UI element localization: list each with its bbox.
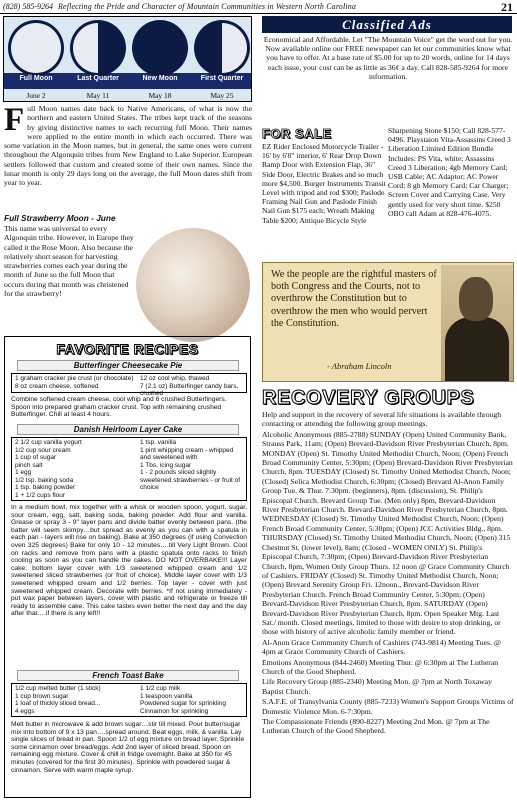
article-subhead: Full Strawberry Moon - June [4, 213, 116, 223]
ingredient: 1 pint whipping cream - whipped and sweetened with [140, 446, 234, 461]
classified-title: Classified Ads [342, 17, 432, 32]
ingredient: 1 cup of sugar [15, 454, 57, 461]
ingredient: 1 teaspoon vanilla [140, 692, 193, 700]
ingredients-list [11, 373, 247, 397]
recovery-entry: Alcoholic Anonymous (885-2788) SUNDAY (Open) United Community Bank, Strauss Park, 11am; (Open) Brevard-Davidson River Presbyterian Church, 8pm. MONDAY (Open) St. Timothy United Methodist Church, Noon; (Open) French Broad Community Center, 5:30pm; (Open) Brevard-Davidson River Presbyterian Church, 8pm. TUESDAY (Closed) St. Timothy United Methodist Church, Noon; (Closed) Selica Methodist Church, 6:30pm; (Closed) Brevard Al-Anon Family Group Tue. & Thur. 7:30pm. (beginners), 8pm. (discussion), St. Philip's Episcopal Church. Brevard Group Tue. (Men only) 8pm, Brevard-Davidson River Presbyterian Church. Brevard-Davidson River Presbyterian Church, 8pm. WEDNESDAY (Closed) St. Timothy United Methodist Church, Noon; (Open) French Broad Community Center, 5:30pm; (Open) JCC Activities Bldg., 8pm. THURSDAY (Closed) St. Timothy United Methodist Church, Noon; (Open) 315 Chestnut St. (lower level), 8am; (Closed - WOMEN ONLY) St. Philip's Episcopal Church, 7:30pm; (Open) Brevard-Davidson River Presbyterian Church, 8pm, Women Only Group Thurs. 12 noon @ Grace Community Church of Cashiers. FRIDAY (Closed) St. Timothy United Methodist Church, Noon; (Open) Brevard Serenity Group Fri. 12noon., Brevard-Davidson River Presbyterian Church. French Broad Community Center, 5:30pm; (Open) Brevard-Davidson River Presbyterian Church, 8pm. SATURDAY (Open) Brevard-Davidson River Presbyterian Church, 8pm. Open Speaker Mtg. Last Sat./ month. Closed meetings, limited to those with desire to stop drinking, or those with history of active alcoholic family member or friend. [262, 429, 513, 637]
drop-cap: F [4, 102, 25, 138]
ingredient: 1 + 1/2 cups flour [15, 491, 66, 499]
recovery-entry: Life Recovery Group (885-2340) Meeting Mon. @ 7pm at North Toxaway Baptist Church. [262, 677, 492, 696]
quote-text: We the people are the rightful masters of both Congress and the Courts, not to overthrow the Constitution but to overthrow the men who would pervert the Constitution. [271, 269, 437, 329]
lincoln-quote-box [262, 262, 514, 382]
ingredients-list [11, 437, 247, 501]
recipe-name: French Toast Bake [17, 670, 239, 681]
article-intro: ull Moon names date back to Native Americans, of what is now the northern and eastern United States. The tribes kept track of the seasons by giving distinctive names to each recurring full Moon. Their names were applied to the entire month in which each occurred. There was some variation in the Moon names, but in general, the same ones were current throughout the Algonquin tribes from New England to Lake Superior. European settlers followed that custom and created some of their own names. Since the lunar month is only 29 days long on the average, the full Moon dates shift from year to year. [4, 104, 252, 188]
recovery-header [262, 387, 514, 409]
header-title: Reflecting the Pride and Character of Mountain Communities in Western North Carolina [58, 2, 356, 11]
moon-name: Full Moon [19, 75, 53, 82]
recipe-directions: In a medium bowl, mix together with a whisk or wooden spoon, yogurt, sugar, sour cream, egg, salt, baking soda, baking powder. Add flour and vanilla. Grease or spray 3 - 9" layer pans and divide batter evenly between pans. (the batter will seem skimpy…but spread as evenly as you can with a spatula in each pan - layers will rise on baking). Bake at 350 degrees (if using Convection oven 325 degrees) Bake for only 10 - 12 minutes….till Very Light Brown. Cool on racks and remove from pans with a plastic spatula onto racks to finish cooling as soon as you can handle the cakes. DO NOT OVERBAKE!!! Layer cake: bottom layer cover with 1/3 sweetened whipped cream and 1/2 sweetened sliced strawberries (or fruit of choice). Middle layer cover with 1/3 sweetened whipped cream and 1/2 berries. Top layer - cover with just sweetened whipped cream. Decorate with berries. *If not using immediately - put wax paper between layers, cover with plastic and refrigerate or freeze till ready to assemble cake. This cake tastes even better the next day and the day after that….if there is any left!! [11, 504, 247, 618]
recovery-entry: The Compassionate Friends (890-8227) Meeting 2nd Mon. @ 7pm at The Lutheran Church of the Good Shepherd. [262, 717, 490, 736]
recovery-entry: S.A.F.E. of Transylvania County (885-7233) Women's Support Groups Victims of Domestic Violence Mon. 6-7:30pm. [262, 697, 514, 716]
for-sale-title: FOR SALE [262, 126, 332, 141]
ingredients-list [11, 683, 247, 717]
moon-date: May 25 [210, 91, 234, 100]
moon-name: Last Quarter [77, 75, 119, 82]
ingredient: 1 Tbs. icing sugar [140, 461, 192, 469]
ingredient: 1 cup brown sugar [15, 692, 69, 700]
portrait-head [459, 277, 493, 321]
recovery-title: RECOVERY GROUPS [262, 387, 475, 409]
recipe-name: Danish Heirloom Layer Cake [17, 424, 239, 435]
recovery-entry: Al-Anon Grace Community Church of Cashiers (743-9814) Meeting Tues. @ 4pm at Grace Community Church of Cashiers. [262, 637, 501, 657]
ingredient: 1/2 cup melted butter (1 stick) [15, 685, 101, 692]
lincoln-portrait-image [441, 265, 513, 381]
recovery-entry: Emotions Anonymous (844-2460) Meeting Thur. @ 6:30pm at The Lutheran Church of the Good Shepherd. [262, 657, 499, 676]
for-sale-listing: Sharpening Stone $150; Call 828-577-0496. Playstaion Vita-Assassins Creed 3 Liberation Limited Edition Bundle Includes: PS Vita, white; Assassins Creed 3 Liberation; 4gb Memory Card; USB Cable; AC Adaptor; AC Power Cord; 8 gb Memory Card; Car Charger; Screen Cover and Carrying Case. Very gently used for very short time. $250 OBO call Adam at 828-476-4075. [388, 126, 511, 218]
moon-date: May 18 [148, 91, 172, 100]
portrait-body [445, 317, 509, 381]
recovery-intro: Help and support in the recovery of several life situations is available through contacting or attending the following group meetings. [262, 410, 502, 429]
ingredient: Cinnamon for sprinkling [140, 707, 209, 715]
quote-attribution: - Abraham Lincoln [327, 361, 392, 371]
strawberry-moon-image [136, 228, 250, 342]
ingredient: 1 graham cracker pie crust (or chocolate) [15, 375, 134, 382]
header-phone: (828) 585-9264 [3, 2, 53, 11]
recipe-directions: Combine softened cream cheese, cool whip and 6 crushed Butterfingers. Spoon into prepared graham cracker crust. Top with remaining crushed Butterfinger. Chill at least 4 hours. [11, 396, 227, 419]
for-sale-listing: EZ Rider Enclosed Motorcycle Trailer - 16' by 6'8" interior, 6' Rear Drop Down Ramp Door with Extension Flap, 36" Side Door, Electric Brakes and so much more $4,500. Burger Instruments Transit Level with tripod and rod $300; Paslode Framing Nail Gun and Paslode Finish Nail Gun $175 each; Wreath Making Table $200; Antique Bicycle Style [262, 142, 386, 225]
last-quarter-moon-icon [70, 20, 126, 76]
ingredient: 1/2 tsp. baking soda [15, 476, 74, 484]
ingredient: 1 loaf of thickly sliced bread... [15, 700, 101, 707]
first-quarter-moon-icon [194, 20, 250, 76]
ingredient: 2 1/2 cup vanilla yogurt [15, 439, 82, 446]
recovery-listing [262, 410, 514, 737]
recipe-name: Butterfinger Cheesecake Pie [17, 360, 239, 371]
ingredient: 1 - 2 pounds sliced slightly sweetened strawberries - or fruit of choice [140, 469, 241, 491]
recipe-directions: Melt butter in microwave & add brown sugar…stir till mixed. Pour butter/sugar mix into bottom of 9 x 13 pan….spread around. Beat eggs, milk, & vanilla. Lay single slices of bread in pan. Spoon 1/2 of egg mixture on bread layer. Sprinkle some cinnamon over bread/eggs. Add 2nd layer of sliced bread. Spoon on remaining egg mixture. Cover & chill in fridge overnight. Bake at 350 for 45 minutes (covered for the first 30 minutes). Sprinkle with powdered sugar & cinnamon. Serve with warm maple syrup. [11, 721, 245, 774]
moon-date: May 11 [86, 91, 110, 100]
page-number: 21 [501, 0, 513, 14]
ingredient: 4 eggs [15, 707, 35, 715]
moon-phase-panel [3, 16, 252, 102]
classified-info: Economical and Affordable. Let "The Mountain Voice" get the word out for you. Now available online our FREE newspaper can let our communities know what you have to offer. At a base rate of $5.00 for up to 20 words, online for 14 days each issue, your cost can be as little as 36¢ a day. Call 828-585-9264 for more information. [263, 35, 513, 81]
ingredient: Powdered sugar for sprinkling [140, 700, 226, 707]
classified-banner [262, 16, 512, 33]
page-header [0, 0, 517, 14]
full-moon-icon [8, 20, 64, 76]
article-body: This name was universal to every Algonquin tribe. However, in Europe they called it the Rose Moon. Also because the relatively short season for harvesting strawberries comes each year during the month of June so the full Moon that occurs during that month was christened for the strawberry! [4, 224, 134, 299]
ingredient: 1 tsp. baking powder [15, 484, 75, 491]
recipes-title: FAVORITE RECIPES [56, 341, 199, 357]
new-moon-icon [132, 20, 188, 76]
ingredient: pinch salt [15, 461, 43, 469]
ingredient: 8 oz cream cheese, softened [15, 382, 99, 390]
ingredient: 1/2 cup sour cream [15, 446, 71, 454]
ingredient: 12 oz cool whip, thawed [140, 375, 210, 382]
ingredient: 7 (2.1 oz) Butterfinger candy bars, crushed [140, 382, 239, 397]
recipes-box [4, 336, 251, 798]
ingredient: 1 1/2 cup milk [140, 685, 181, 692]
moon-name: New Moon [142, 75, 178, 82]
ingredient: 1 tsp. vanilla [140, 439, 177, 446]
moon-name: First Quarter [200, 75, 244, 82]
moon-article [4, 104, 252, 188]
moon-date: June 2 [26, 91, 46, 100]
ingredient: 1 egg [15, 469, 32, 476]
